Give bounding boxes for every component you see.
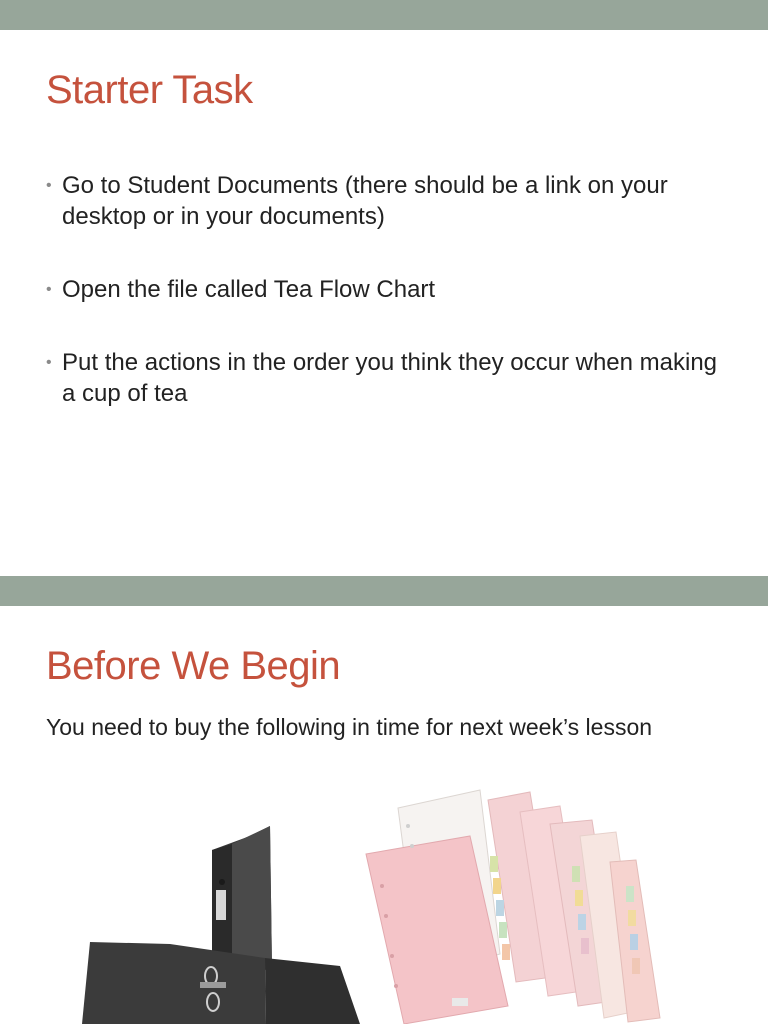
- bullet-item: • Put the actions in the order you think they occur when making a cup of tea: [46, 349, 718, 407]
- bullet-list: [46, 170, 736, 451]
- slide-starter-task: [0, 30, 768, 576]
- slide-title: Starter Task: [46, 68, 253, 112]
- ring-binder-icon: [82, 826, 360, 1024]
- bullet-icon: •: [46, 354, 52, 371]
- bullet-item: • Open the file called Tea Flow Chart: [46, 276, 436, 303]
- slide-title: Before We Begin: [46, 644, 341, 688]
- slide-header-band: [0, 0, 768, 30]
- dividers-icon: [366, 790, 660, 1024]
- supplies-illustration: [0, 786, 768, 1024]
- slide-header-band: [0, 576, 768, 606]
- bullet-icon: •: [46, 281, 52, 298]
- bullet-item: • Go to Student Documents (there should be a link on your desktop or in your documents): [46, 172, 668, 230]
- slide-subtitle: You need to buy the following in time for next week’s lesson: [46, 714, 653, 740]
- supplies-images: [0, 786, 768, 1024]
- slide-before-we-begin: [0, 606, 768, 1024]
- bullet-icon: •: [46, 177, 52, 194]
